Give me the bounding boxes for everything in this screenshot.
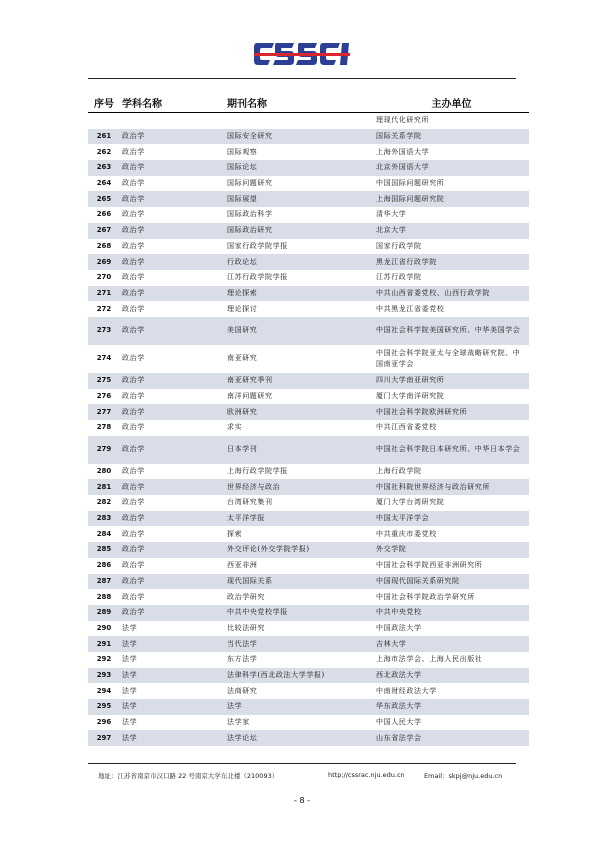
cell-org: 中国社会科学院亚太与全球战略研究院、中国南亚学会 xyxy=(376,348,521,368)
footer-address: 地址：江苏省南京市汉口路 22 号南京大学东北楼（210093） xyxy=(98,772,279,780)
cell-subject: 政治学 xyxy=(122,467,145,476)
cell-org: 四川大学南亚研究所 xyxy=(374,373,529,389)
cell-subject: 政治学 xyxy=(120,373,225,389)
cell-no: 288 xyxy=(96,592,112,601)
footer-email[interactable]: Email：skpj@nju.edu.cn xyxy=(424,772,503,780)
table-row xyxy=(88,223,529,239)
cell-no: 290 xyxy=(96,623,112,632)
cell-no: 287 xyxy=(88,574,120,590)
cell-org: 江苏行政学院 xyxy=(376,273,422,282)
cell-subject: 政治学 xyxy=(120,574,225,590)
cell-subject: 政治学 xyxy=(120,254,225,270)
cell-journal: 世界经济与政治 xyxy=(225,479,374,495)
cell-org: 中国社会科学院西亚非洲研究所 xyxy=(376,561,483,570)
cell-no: 263 xyxy=(88,160,120,176)
cell-org: 中共重庆市委党校 xyxy=(376,529,437,538)
table-row xyxy=(88,668,529,684)
header-org: 主办单位 xyxy=(374,92,529,113)
table-row xyxy=(88,317,529,345)
cell-org: 国际关系学院 xyxy=(374,129,529,145)
cell-journal: 太平洋学报 xyxy=(225,511,374,527)
cell-journal: 南洋问题研究 xyxy=(227,391,273,400)
cell-org: 中国政法大学 xyxy=(376,623,422,632)
cell-no: 273 xyxy=(88,317,120,345)
table-row xyxy=(88,373,529,389)
cell-no: 295 xyxy=(88,699,120,715)
cell-org: 中国社会科学院欧洲研究所 xyxy=(374,404,529,420)
cell-journal xyxy=(225,113,374,129)
cell-subject: 政治学 xyxy=(122,273,145,282)
page-number: - 8 - xyxy=(294,796,310,805)
cell-org: 中共江西省委党校 xyxy=(376,423,437,432)
table-row xyxy=(88,420,529,436)
cell-no: 264 xyxy=(96,179,112,188)
table-row xyxy=(88,144,529,160)
cell-journal: 国际展望 xyxy=(225,191,374,207)
cell-no: 268 xyxy=(96,241,112,250)
header-journal: 期刊名称 xyxy=(225,92,374,113)
cell-journal: 国际论坛 xyxy=(225,160,374,176)
cell-no: 293 xyxy=(88,668,120,684)
cell-journal: 法学 xyxy=(225,699,374,715)
cell-subject: 政治学 xyxy=(122,304,145,313)
cell-org: 上海外国语大学 xyxy=(376,147,430,156)
cell-no: 283 xyxy=(88,511,120,527)
cell-subject: 法学 xyxy=(120,668,225,684)
cell-subject: 政治学 xyxy=(120,317,225,345)
cell-subject: 政治学 xyxy=(120,129,225,145)
cell-subject: 法学 xyxy=(120,699,225,715)
cell-journal: 国际政治科学 xyxy=(227,210,273,219)
cell-subject: 政治学 xyxy=(120,479,225,495)
table-row xyxy=(88,479,529,495)
table-row xyxy=(88,495,529,511)
cell-no: 267 xyxy=(88,223,120,239)
cell-no xyxy=(88,113,120,129)
cell-journal: 求实 xyxy=(227,423,243,432)
cell-no: 291 xyxy=(88,636,120,652)
cell-subject: 政治学 xyxy=(122,241,145,250)
header-subject: 学科名称 xyxy=(120,92,225,113)
cell-org: 厦门大学台湾研究院 xyxy=(376,498,445,507)
cell-no: 278 xyxy=(96,423,112,432)
cell-journal: 现代国际关系 xyxy=(225,574,374,590)
cell-no: 275 xyxy=(88,373,120,389)
cell-journal: 法学论坛 xyxy=(225,730,374,746)
table-row xyxy=(88,301,529,317)
cell-no: 271 xyxy=(88,286,120,302)
cell-journal: 法商研究 xyxy=(227,686,258,695)
table-row xyxy=(88,511,529,527)
table-row xyxy=(88,404,529,420)
cell-org: 上海行政学院 xyxy=(376,467,422,476)
cell-org: 外交学院 xyxy=(374,542,529,558)
cell-no: 272 xyxy=(96,304,112,313)
cell-subject: 政治学 xyxy=(120,404,225,420)
cell-journal: 日本学刊 xyxy=(225,436,374,464)
cell-org: 中国社科院世界经济与政治研究所 xyxy=(374,479,529,495)
cell-org: 厦门大学南洋研究院 xyxy=(376,391,445,400)
cell-org: 山东省法学会 xyxy=(374,730,529,746)
header-rule xyxy=(88,78,516,79)
cell-no: 279 xyxy=(88,436,120,464)
table-row xyxy=(88,558,529,574)
cell-org: 清华大学 xyxy=(376,210,407,219)
cell-subject: 政治学 xyxy=(122,210,145,219)
cell-subject: 政治学 xyxy=(120,542,225,558)
table-row xyxy=(88,254,529,270)
table-row xyxy=(88,542,529,558)
cell-org: 中共中央党校 xyxy=(374,605,529,621)
cell-journal: 国际观察 xyxy=(227,147,258,156)
cell-subject: 政治学 xyxy=(122,498,145,507)
table-row xyxy=(88,574,529,590)
cell-subject: 政治学 xyxy=(120,191,225,207)
table-row xyxy=(88,239,529,255)
table-row xyxy=(88,464,529,480)
table-row xyxy=(88,621,529,637)
cell-subject: 政治学 xyxy=(120,605,225,621)
cell-org: 中国国际问题研究所 xyxy=(376,179,445,188)
cell-no: 285 xyxy=(88,542,120,558)
table-header-row xyxy=(88,92,529,113)
table-row xyxy=(88,636,529,652)
cell-journal: 国际安全研究 xyxy=(225,129,374,145)
cell-org: 西北政法大学 xyxy=(374,668,529,684)
cell-journal: 法学家 xyxy=(227,718,250,727)
cell-org: 中共山西省委党校、山西行政学院 xyxy=(374,286,529,302)
cell-no: 274 xyxy=(96,354,112,363)
cell-org: 中国人民大学 xyxy=(376,718,422,727)
cell-subject: 政治学 xyxy=(120,436,225,464)
cell-subject: 政治学 xyxy=(120,511,225,527)
cell-journal: 台湾研究集刊 xyxy=(227,498,273,507)
table-row xyxy=(88,589,529,605)
cell-subject: 政治学 xyxy=(122,147,145,156)
cell-no: 261 xyxy=(88,129,120,145)
cell-subject: 法学 xyxy=(122,623,138,632)
table-row xyxy=(88,345,529,373)
cell-subject: 政治学 xyxy=(122,179,145,188)
cell-subject: 政治学 xyxy=(122,529,145,538)
table-row xyxy=(88,715,529,731)
cell-org: 北京外国语大学 xyxy=(374,160,529,176)
table-row-continuation xyxy=(88,113,529,129)
cell-subject: 政治学 xyxy=(120,160,225,176)
cell-no: 297 xyxy=(88,730,120,746)
cell-subject: 政治学 xyxy=(122,354,145,363)
cell-journal: 探索 xyxy=(227,529,243,538)
cell-journal: 中共中央党校学报 xyxy=(225,605,374,621)
cell-no: 284 xyxy=(96,529,112,538)
cell-org: 上海市法学会、上海人民出版社 xyxy=(376,655,483,664)
cell-no: 277 xyxy=(88,404,120,420)
cell-no: 294 xyxy=(96,686,112,695)
table-row xyxy=(88,270,529,286)
journal-table xyxy=(88,92,529,746)
table-row xyxy=(88,699,529,715)
cell-journal: 政治学研究 xyxy=(227,592,265,601)
cell-org: 中共黑龙江省委党校 xyxy=(376,304,445,313)
cell-journal: 当代法学 xyxy=(225,636,374,652)
footer-url[interactable]: http://cssrac.nju.edu.cn xyxy=(328,771,405,779)
cell-journal: 法律科学(西北政法大学学报) xyxy=(225,668,374,684)
table-row xyxy=(88,176,529,192)
header-no: 序号 xyxy=(88,92,120,113)
cell-org: 中南财经政法大学 xyxy=(376,686,437,695)
table-row xyxy=(88,436,529,464)
cell-journal: 国际政治研究 xyxy=(225,223,374,239)
table-row xyxy=(88,160,529,176)
footer-rule xyxy=(88,763,516,764)
cell-org: 中国太平洋学会 xyxy=(374,511,529,527)
cell-subject xyxy=(120,113,225,129)
cell-no: 281 xyxy=(88,479,120,495)
cell-subject: 法学 xyxy=(120,636,225,652)
cell-org: 上海国际问题研究院 xyxy=(374,191,529,207)
cell-subject: 政治学 xyxy=(122,592,145,601)
cell-subject: 法学 xyxy=(122,655,138,664)
table-row xyxy=(88,683,529,699)
cell-org: 中国现代国际关系研究院 xyxy=(374,574,529,590)
cell-no: 282 xyxy=(96,498,112,507)
cell-no: 265 xyxy=(88,191,120,207)
cell-no: 266 xyxy=(96,210,112,219)
cell-journal: 东方法学 xyxy=(227,655,258,664)
table-row xyxy=(88,286,529,302)
cell-org: 理现代化研究所 xyxy=(376,116,430,125)
table-row xyxy=(88,652,529,668)
cell-journal: 行政论坛 xyxy=(225,254,374,270)
table-row xyxy=(88,730,529,746)
cell-subject: 法学 xyxy=(122,718,138,727)
table-row xyxy=(88,389,529,405)
cell-no: 296 xyxy=(96,718,112,727)
cell-subject: 法学 xyxy=(120,730,225,746)
table-row xyxy=(88,526,529,542)
cell-journal: 外交评论(外交学院学报) xyxy=(225,542,374,558)
cell-journal: 国际问题研究 xyxy=(227,179,273,188)
cell-no: 276 xyxy=(96,391,112,400)
cell-subject: 政治学 xyxy=(122,423,145,432)
cell-journal: 上海行政学院学报 xyxy=(227,467,288,476)
table-row xyxy=(88,129,529,145)
cell-subject: 政治学 xyxy=(122,561,145,570)
cell-no: 286 xyxy=(96,561,112,570)
cell-org: 北京大学 xyxy=(374,223,529,239)
cell-subject: 政治学 xyxy=(120,223,225,239)
table-row xyxy=(88,605,529,621)
cell-org: 黑龙江省行政学院 xyxy=(374,254,529,270)
cell-no: 289 xyxy=(88,605,120,621)
cell-org: 吉林大学 xyxy=(374,636,529,652)
cell-no: 280 xyxy=(96,467,112,476)
cell-no: 270 xyxy=(96,273,112,282)
table-row xyxy=(88,191,529,207)
cell-journal: 理论探讨 xyxy=(227,304,258,313)
cell-org: 华东政法大学 xyxy=(374,699,529,715)
cell-subject: 法学 xyxy=(122,686,138,695)
cssci-logo xyxy=(254,40,350,68)
cell-no: 292 xyxy=(96,655,112,664)
cell-org: 中国社会科学院日本研究所、中华日本学会 xyxy=(374,436,529,464)
cell-journal: 美国研究 xyxy=(225,317,374,345)
cell-journal: 理论探索 xyxy=(225,286,374,302)
cell-org: 中国社会科学院政治学研究所 xyxy=(376,592,475,601)
cell-subject: 政治学 xyxy=(122,391,145,400)
cell-org: 国家行政学院 xyxy=(376,241,422,250)
cell-journal: 欧洲研究 xyxy=(225,404,374,420)
cell-journal: 南亚研究 xyxy=(227,354,258,363)
cell-journal: 国家行政学院学报 xyxy=(227,241,288,250)
cell-no: 269 xyxy=(88,254,120,270)
cell-journal: 比较法研究 xyxy=(227,623,265,632)
cell-org: 中国社会科学院美国研究所、中华美国学会 xyxy=(374,317,529,345)
cell-subject: 政治学 xyxy=(120,286,225,302)
cell-journal: 西亚非洲 xyxy=(227,561,258,570)
table-row xyxy=(88,207,529,223)
cell-no: 262 xyxy=(96,147,112,156)
cell-journal: 江苏行政学院学报 xyxy=(227,273,288,282)
cell-journal: 南亚研究季刊 xyxy=(225,373,374,389)
